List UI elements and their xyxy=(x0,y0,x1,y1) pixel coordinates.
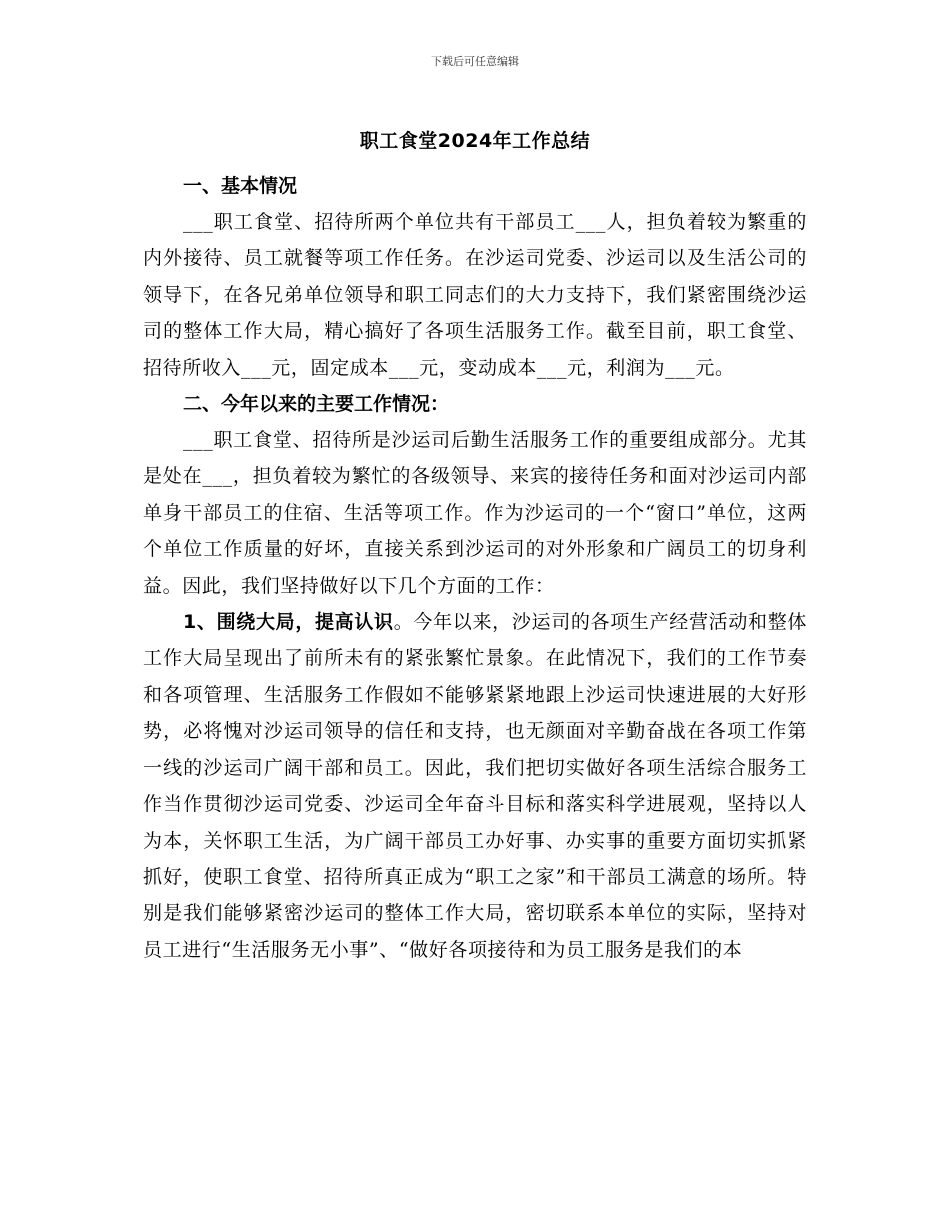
section-heading-main-work: 二、今年以来的主要工作情况： xyxy=(183,393,450,416)
document-title: 职工食堂2024年工作总结 xyxy=(359,130,591,152)
paragraph-main-work: ___职工食堂、招待所是沙运司后勤生活服务工作的重要组成部分。尤其是处在___，担负着较为繁忙的各级领导、来宾的接待任务和面对沙运司内部单身干部员工的住宿、生活等项工作。作为沙运司的一个“窗口”单位，这两个单位工作质量的好坏，直接关系到沙运司的对外形象和广阔员工的切身利益。因此，我们坚持做好以下几个方面的工作： xyxy=(143,429,807,597)
document-body xyxy=(143,168,807,968)
point-1-text: 。今年以来，沙运司的各项生产经营活动和整体工作大局呈现出了前所未有的紧张繁忙景象。在此情况下，我们的工作节奏和各项管理、生活服务工作假如不能够紧紧地跟上沙运司快速进展的大好形势，必将愧对沙运司领导的信任和支持，也无颜面对辛勤奋战在各项工作第一线的沙运司广阔干部和员工。因此，我们把切实做好各项生活综合服务工作当作贯彻沙运司党委、沙运司全年奋斗目标和落实科学进展观，坚持以人为本，关怀职工生活，为广阔干部员工办好事、办实事的重要方面切实抓紧抓好，使职工食堂、招待所真正成为“职工之家”和干部员工满意的场所。特别是我们能够紧密沙运司的整体工作大局，密切联系本单位的实际，坚持对员工进行“生活服务无小事”、“做好各项接待和为员工服务是我们的本 xyxy=(143,611,807,961)
section-heading-basic: 一、基本情况 xyxy=(183,175,298,197)
point-1-lead: 1、围绕大局，提高认识 xyxy=(183,611,394,634)
paragraph-basic-situation: ___职工食堂、招待所两个单位共有干部员工___人，担负着较为繁重的内外接待、员工就餐等项工作任务。在沙运司党委、沙运司以及生活公司的领导下，在各兄弟单位领导和职工同志们的大力支持下，我们紧密围绕沙运司的整体工作大局，精心搞好了各项生活服务工作。截至目前，职工食堂、招待所收入___元，固定成本___元，变动成本___元，利润为___元。 xyxy=(143,211,807,379)
paragraph-point-1 xyxy=(143,604,807,968)
header-note: 下载后可任意编辑 xyxy=(431,55,519,68)
